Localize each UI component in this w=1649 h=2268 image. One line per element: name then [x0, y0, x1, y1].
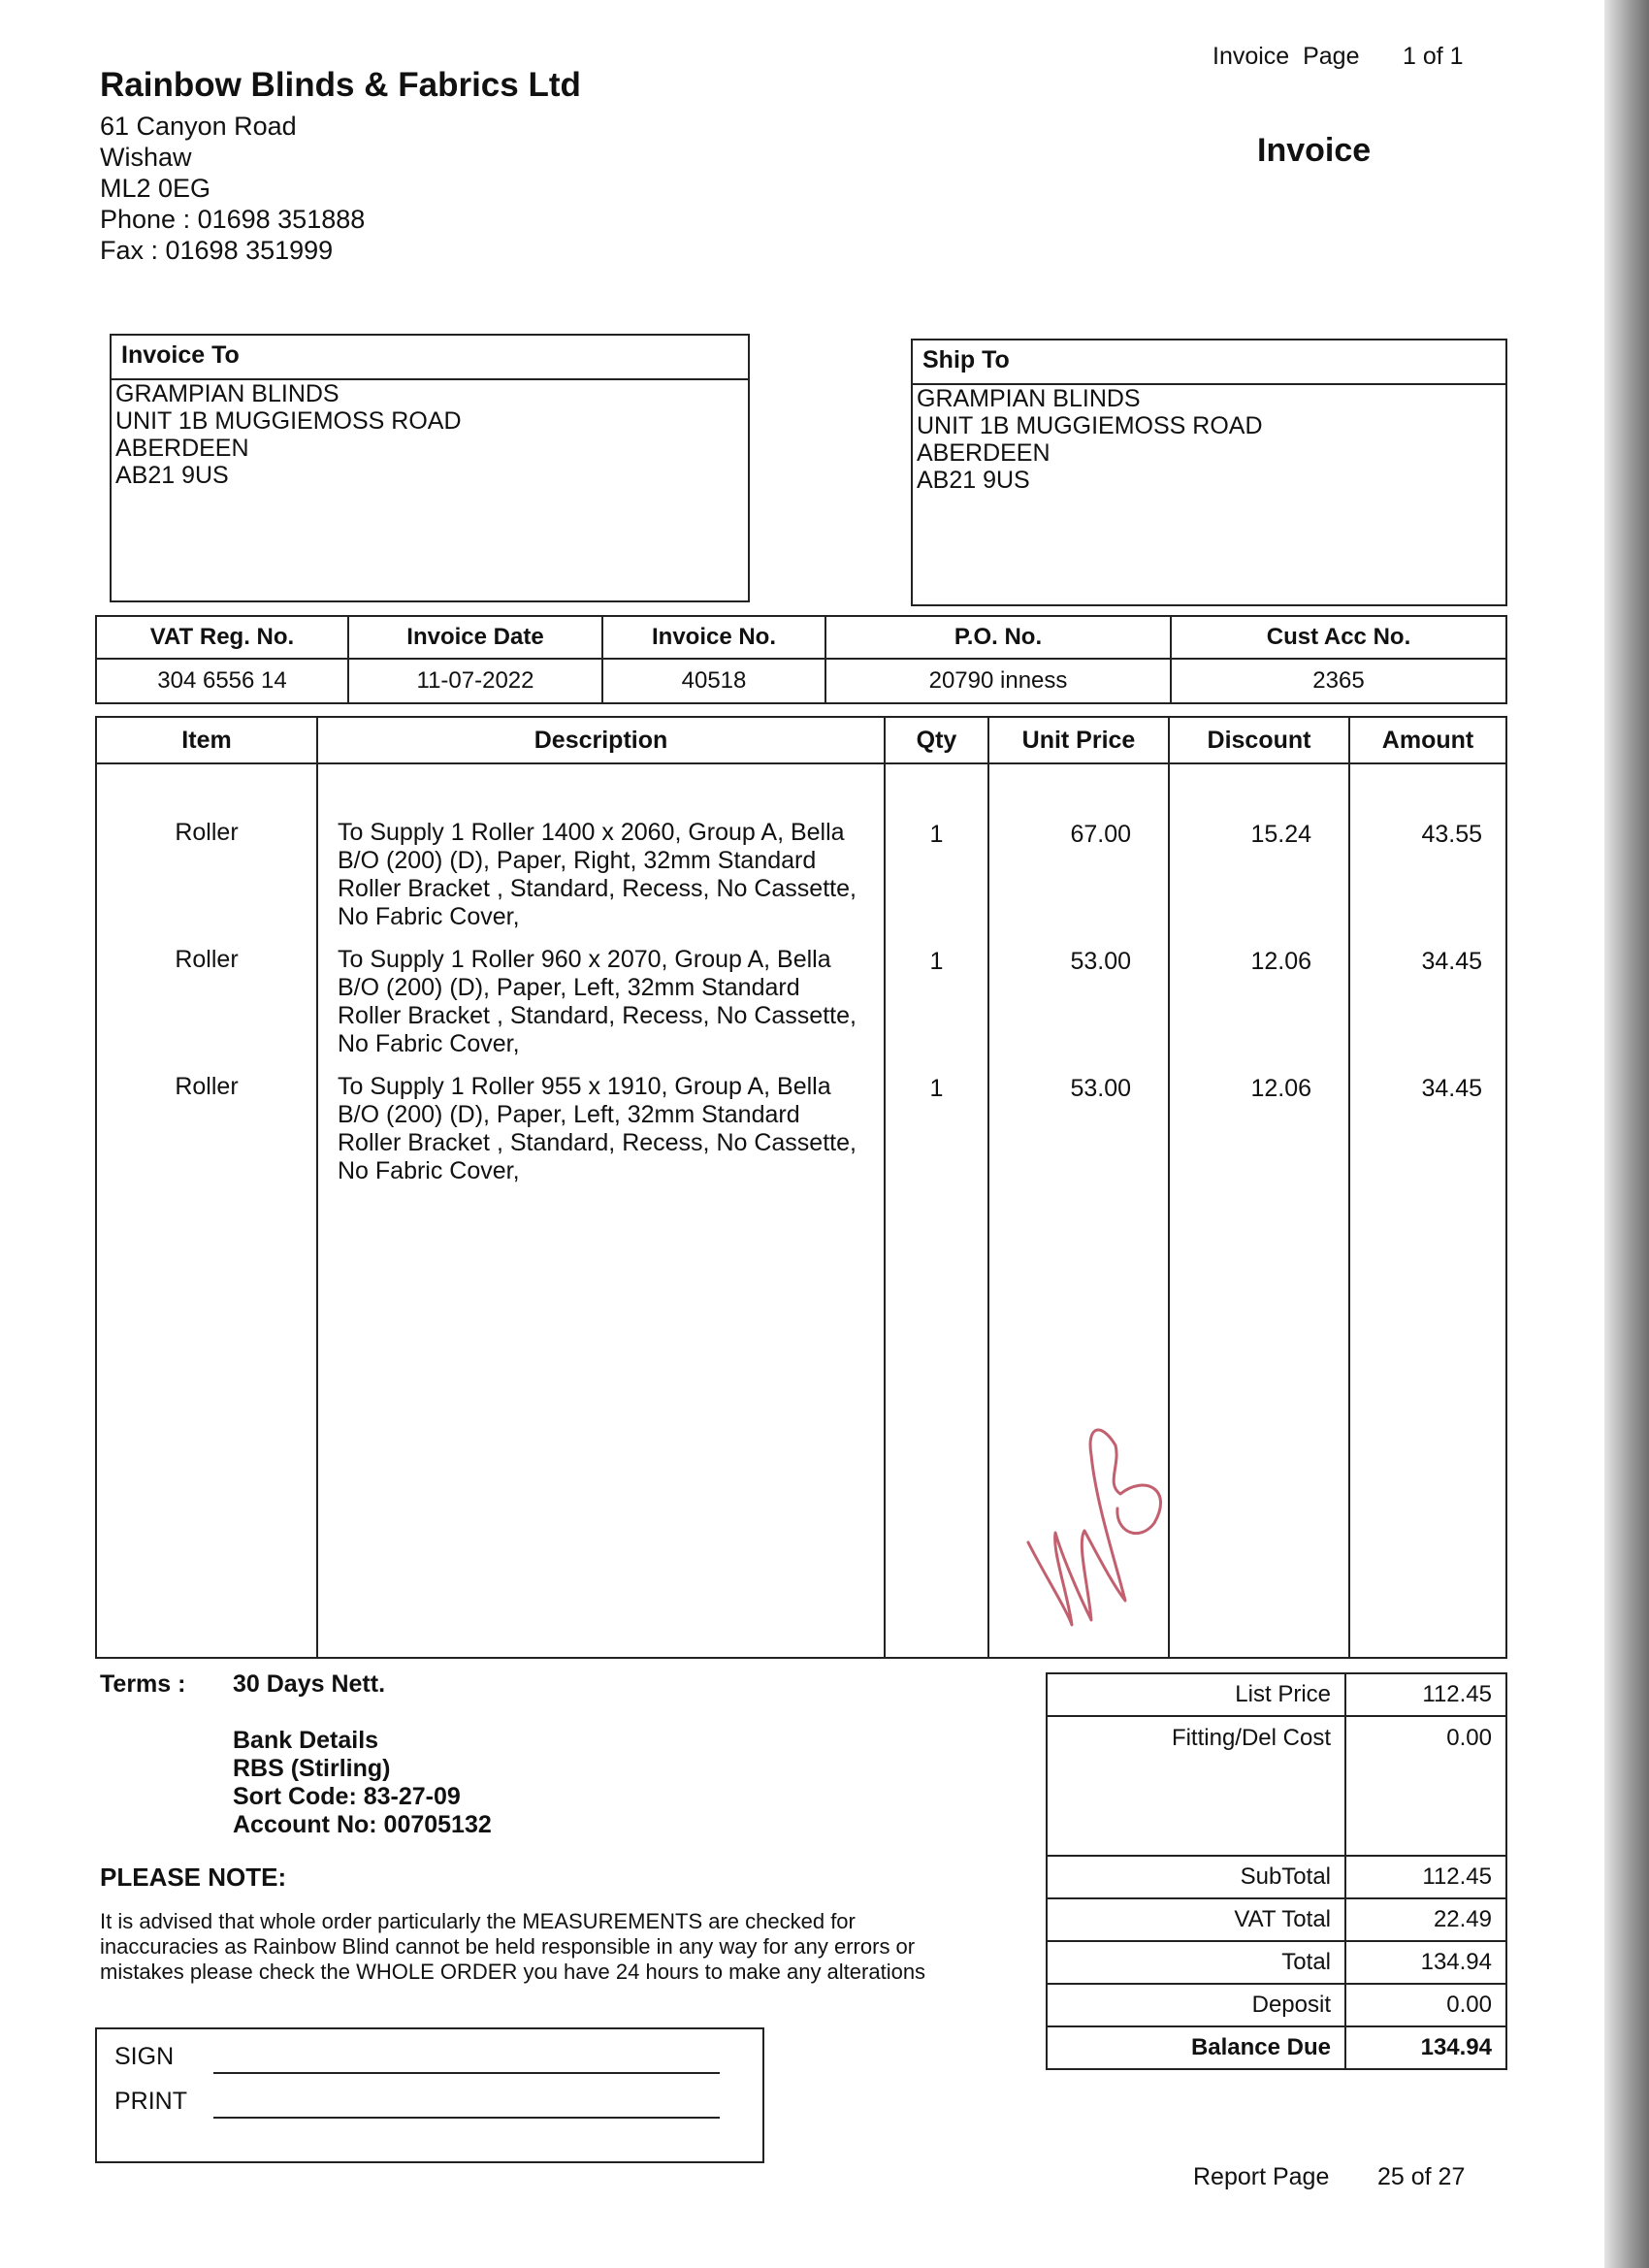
- company-phone: Phone : 01698 351888: [100, 205, 366, 234]
- vat-reg-header: VAT Reg. No.: [96, 616, 348, 659]
- invoice-to-line: UNIT 1B MUGGIEMOSS ROAD: [115, 407, 462, 435]
- description-line: No Fabric Cover,: [338, 903, 520, 930]
- invoice-page-value: 1 of 1: [1403, 43, 1464, 70]
- invoice-no-header: Invoice No.: [602, 616, 825, 659]
- cust-acc-value: 2365: [1171, 659, 1506, 703]
- amount-cell: [1349, 763, 1506, 1658]
- item-name: Roller: [175, 946, 239, 973]
- discount-value: 12.06: [1250, 948, 1311, 975]
- item-name: Roller: [175, 1073, 239, 1100]
- invoice-date-header: Invoice Date: [348, 616, 602, 659]
- invoice-to-box: [110, 334, 750, 602]
- print-label: PRINT: [114, 2088, 187, 2115]
- description-line: B/O (200) (D), Paper, Left, 32mm Standard: [338, 1101, 800, 1128]
- description-line: B/O (200) (D), Paper, Left, 32mm Standard: [338, 974, 800, 1001]
- description-line: No Fabric Cover,: [338, 1157, 520, 1184]
- balance-due-value: 134.94: [1345, 2026, 1506, 2069]
- ship-to-heading: Ship To: [913, 340, 1505, 385]
- ship-to-line: GRAMPIAN BLINDS: [917, 385, 1141, 412]
- ship-to-line: AB21 9US: [917, 467, 1030, 494]
- company-address-line: Wishaw: [100, 143, 192, 172]
- terms-value: 30 Days Nett.: [233, 1670, 386, 1698]
- vat-reg-value: 304 6556 14: [96, 659, 348, 703]
- terms-label: Terms :: [100, 1670, 186, 1698]
- company-address-line: ML2 0EG: [100, 174, 211, 203]
- unit-price-value: 53.00: [1070, 1075, 1131, 1102]
- po-no-value: 20790 inness: [825, 659, 1171, 703]
- fitting-label: Fitting/Del Cost: [1047, 1716, 1345, 1856]
- invoice-title: Invoice: [1257, 132, 1372, 169]
- balance-due-label: Balance Due: [1047, 2026, 1345, 2069]
- handwritten-initials-signature: [1009, 1416, 1222, 1639]
- deposit-label: Deposit: [1047, 1984, 1345, 2026]
- description-line: No Fabric Cover,: [338, 1030, 520, 1057]
- description-line: To Supply 1 Roller 1400 x 2060, Group A, Bella: [338, 819, 845, 846]
- sign-line[interactable]: [213, 2072, 720, 2074]
- ship-to-box: [911, 339, 1507, 606]
- amount-value: 34.45: [1421, 1075, 1482, 1102]
- note-line: It is advised that whole order particularly the MEASUREMENTS are checked for: [100, 1909, 856, 1933]
- invoice-page-label: Invoice Page: [1212, 43, 1360, 70]
- company-address-line: 61 Canyon Road: [100, 112, 297, 141]
- amount-value: 43.55: [1421, 821, 1482, 848]
- invoice-to-line: AB21 9US: [115, 462, 229, 489]
- invoice-to-line: GRAMPIAN BLINDS: [115, 380, 340, 407]
- po-no-header: P.O. No.: [825, 616, 1171, 659]
- amount-value: 34.45: [1421, 948, 1482, 975]
- description-cell: [317, 763, 885, 1658]
- invoice-info-table: [95, 615, 1507, 704]
- please-note-text: [100, 1909, 1031, 1985]
- fitting-value: 0.00: [1345, 1716, 1506, 1856]
- vat-total-label: VAT Total: [1047, 1898, 1345, 1941]
- sign-label: SIGN: [114, 2043, 175, 2070]
- bank-name: RBS (Stirling): [233, 1755, 391, 1782]
- total-value: 134.94: [1345, 1941, 1506, 1984]
- account-number: Account No: 00705132: [233, 1811, 492, 1838]
- note-line: inaccuracies as Rainbow Blind cannot be held responsible in any way for any errors or: [100, 1934, 916, 1959]
- discount-value: 12.06: [1250, 1075, 1311, 1102]
- vat-total-value: 22.49: [1345, 1898, 1506, 1941]
- amount-header: Amount: [1349, 717, 1506, 763]
- discount-header: Discount: [1169, 717, 1349, 763]
- note-line: mistakes please check the WHOLE ORDER you have 24 hours to make any alterations: [100, 1960, 926, 1984]
- ship-to-line: UNIT 1B MUGGIEMOSS ROAD: [917, 412, 1263, 439]
- list-price-label: List Price: [1047, 1673, 1345, 1716]
- invoice-to-line: ABERDEEN: [115, 435, 249, 462]
- report-page-value: 25 of 27: [1377, 2163, 1466, 2190]
- please-note-heading: PLEASE NOTE:: [100, 1863, 287, 1892]
- item-header: Item: [96, 717, 317, 763]
- subtotal-value: 112.45: [1345, 1856, 1506, 1898]
- table-row: [96, 763, 1506, 1658]
- qty-value: 1: [929, 948, 944, 975]
- invoice-date-value: 11-07-2022: [348, 659, 602, 703]
- company-name: Rainbow Blinds & Fabrics Ltd: [100, 66, 581, 104]
- qty-value: 1: [929, 821, 944, 848]
- description-line: B/O (200) (D), Paper, Right, 32mm Standard: [338, 847, 817, 874]
- discount-value: 15.24: [1250, 821, 1311, 848]
- report-page-label: Report Page: [1193, 2163, 1330, 2190]
- qty-value: 1: [929, 1075, 944, 1102]
- totals-table: [1046, 1672, 1507, 2070]
- item-cell: [96, 763, 317, 1658]
- bank-details-heading: Bank Details: [233, 1727, 379, 1754]
- description-line: Roller Bracket , Standard, Recess, No Cassette,: [338, 1002, 857, 1029]
- subtotal-label: SubTotal: [1047, 1856, 1345, 1898]
- line-items-table: [95, 716, 1507, 1659]
- sign-print-box: [95, 2027, 764, 2163]
- description-line: Roller Bracket , Standard, Recess, No Cassette,: [338, 1129, 857, 1156]
- scan-edge-shadow: [1604, 0, 1649, 2268]
- deposit-value: 0.00: [1345, 1984, 1506, 2026]
- unit-price-header: Unit Price: [988, 717, 1169, 763]
- company-fax: Fax : 01698 351999: [100, 236, 334, 265]
- qty-header: Qty: [885, 717, 988, 763]
- sort-code: Sort Code: 83-27-09: [233, 1783, 461, 1810]
- description-line: Roller Bracket , Standard, Recess, No Cassette,: [338, 875, 857, 902]
- unit-price-value: 53.00: [1070, 948, 1131, 975]
- cust-acc-header: Cust Acc No.: [1171, 616, 1506, 659]
- ship-to-line: ABERDEEN: [917, 439, 1051, 467]
- invoice-no-value: 40518: [602, 659, 825, 703]
- description-line: To Supply 1 Roller 960 x 2070, Group A, Bella: [338, 946, 831, 973]
- item-name: Roller: [175, 819, 239, 846]
- print-line[interactable]: [213, 2117, 720, 2119]
- qty-cell: [885, 763, 988, 1658]
- invoice-to-heading: Invoice To: [112, 336, 748, 380]
- unit-price-value: 67.00: [1070, 821, 1131, 848]
- description-header: Description: [317, 717, 885, 763]
- description-line: To Supply 1 Roller 955 x 1910, Group A, Bella: [338, 1073, 831, 1100]
- total-label: Total: [1047, 1941, 1345, 1984]
- list-price-value: 112.45: [1345, 1673, 1506, 1716]
